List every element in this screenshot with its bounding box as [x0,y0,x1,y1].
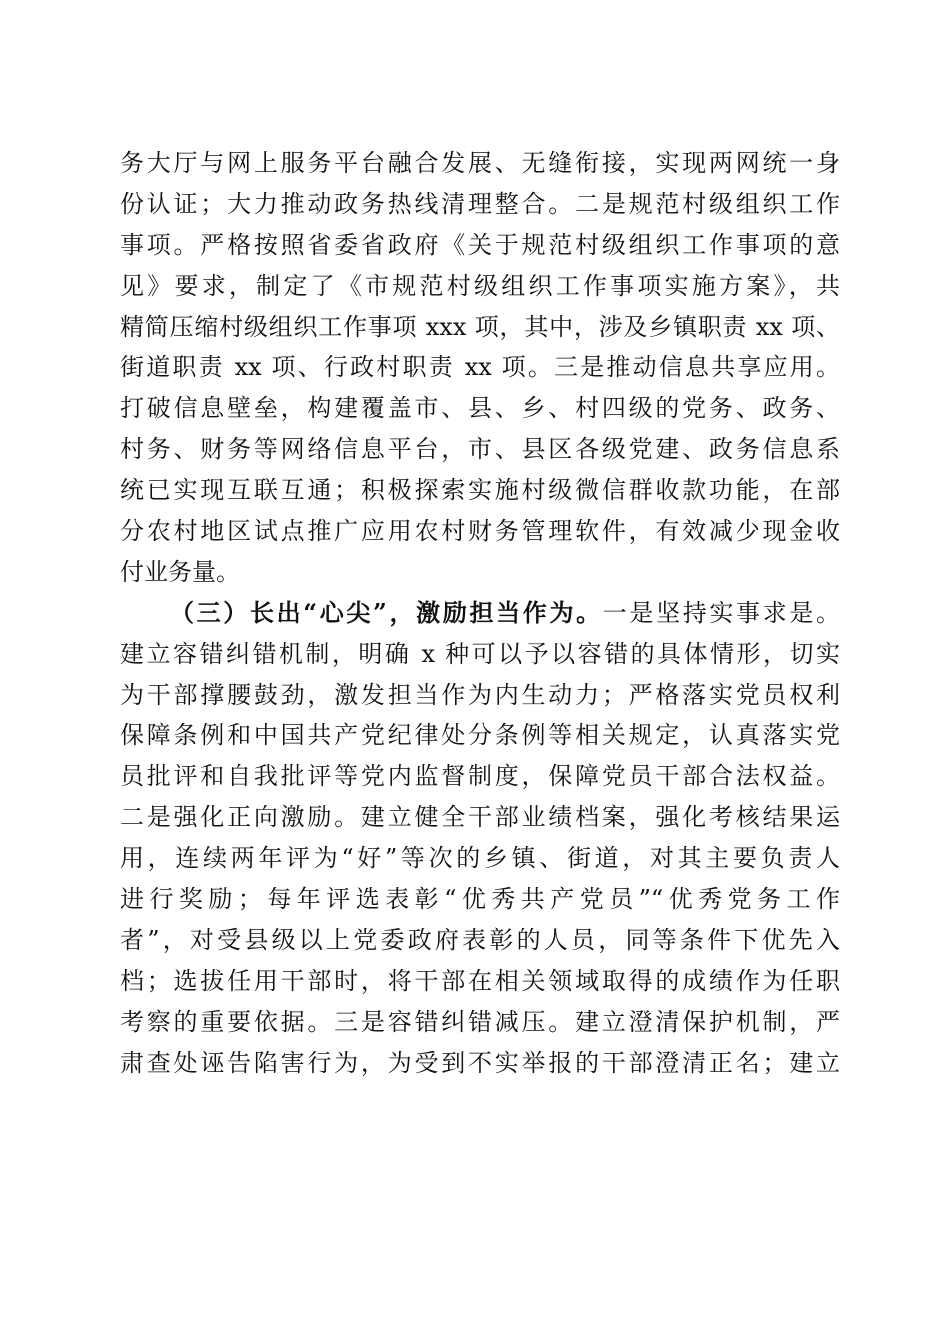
text-line: 统已实现互联互通；积极探索实施村级微信群收款功能，在部 [120,476,840,505]
text-line: 建立容错纠错机制，明确 x 种可以予以容错的具体情形，切实 [120,639,840,668]
paragraph-2 [120,593,840,1084]
text-line: 精简压缩村级组织工作事项 xxx 项，其中，涉及乡镇职责 xx 项、 [120,312,840,341]
text-line: 进行奖励；每年评选表彰“优秀共产党员”“优秀党务工作 [120,885,840,914]
text-line: 打破信息壁垒，构建覆盖市、县、乡、村四级的党务、政务、 [120,394,840,423]
text-line: 村务、财务等网络信息平台，市、县区各级党建、政务信息系 [120,435,840,464]
text-line: 事项。严格按照省委省政府《关于规范村级组织工作事项的意 [120,230,840,259]
text-line: 务大厅与网上服务平台融合发展、无缝衔接，实现两网统一身 [120,149,840,177]
text-line: 分农村地区试点推广应用农村财务管理软件，有效减少现金收 [120,517,840,546]
text-line: 员批评和自我批评等党内监督制度，保障党员干部合法权益。 [120,762,840,791]
text-line: 肃查处诬告陷害行为，为受到不实举报的干部澄清正名；建立 [120,1048,840,1077]
text-line: 二是强化正向激励。建立健全干部业绩档案，强化考核结果运 [120,803,840,832]
paragraph-1 [120,143,840,593]
heading-line-rest: 一是坚持实事求是。 [602,598,841,627]
text-line: 街道职责 xx 项、行政村职责 xx 项。三是推动信息共享应用。 [120,353,840,382]
text-line: 见》要求，制定了《市规范村级组织工作事项实施方案》，共 [120,271,840,300]
text-line: 用，连续两年评为“好”等次的乡镇、街道，对其主要负责人 [120,844,840,873]
text-line: 者”，对受县级以上党委政府表彰的人员，同等条件下优先入 [120,925,840,954]
section-heading: （三）长出“心尖”，激励担当作为。 [170,597,603,627]
text-line: 付业务量。 [120,557,240,586]
text-line: 份认证；大力推动政务热线清理整合。二是规范村级组织工作 [120,189,840,218]
body-text [120,143,840,1083]
text-line: 档；选拔任用干部时，将干部在相关领域取得的成绩作为任职 [120,966,840,995]
text-line: 考察的重要依据。三是容错纠错减压。建立澄清保护机制，严 [120,1007,840,1036]
text-line: 保障条例和中国共产党纪律处分条例等相关规定，认真落实党 [120,721,840,750]
paragraph-heading-line [120,593,840,634]
text-line: 为干部撑腰鼓劲，激发担当作为内生动力；严格落实党员权利 [120,680,840,709]
